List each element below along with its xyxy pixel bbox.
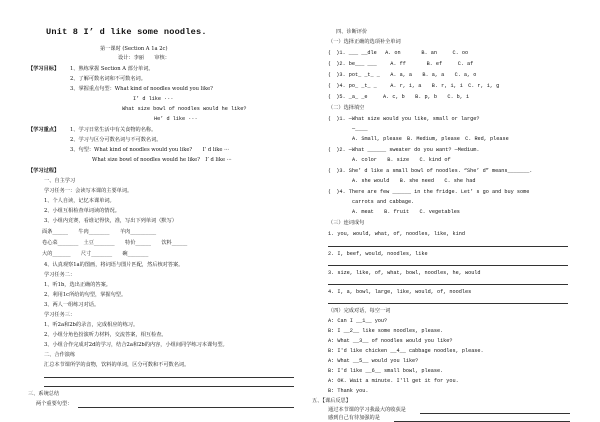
section-heading: 三、系统总结 bbox=[28, 391, 60, 397]
goal-item: I’ d like ··· bbox=[133, 96, 174, 102]
section-heading: 四、诊断评价 bbox=[336, 29, 368, 35]
choice-item: ( )3. She’ d like a small bowl of noodles. “She’ d” means_______. bbox=[328, 168, 533, 174]
task-heading: 学习任务一：会读写本课的主要单词。 bbox=[44, 188, 133, 194]
answer-line bbox=[328, 246, 568, 247]
section-heading: 一、自主学习 bbox=[44, 178, 76, 184]
unit-title: Unit 8 I’ d like some noodles. bbox=[46, 27, 207, 37]
answer-line bbox=[328, 265, 568, 266]
choice-item: carrots and cabbage. bbox=[352, 199, 415, 205]
answer-line bbox=[328, 284, 568, 285]
answer-line bbox=[78, 407, 294, 408]
key-item: 1、学习日常生活中有关食物的名称。 bbox=[70, 127, 157, 133]
vocab-row: 卷心菜________ 土豆________ 特价______ 饮料______ bbox=[42, 240, 188, 246]
subsection-heading: （二）选择填空 bbox=[328, 105, 365, 111]
dialogue-line: A: Can I __1__ you? bbox=[328, 318, 388, 324]
choice-item: A. she would B. she need C. she had bbox=[352, 178, 476, 184]
task-item: 2、利用1c所给的句型，掌握句型。 bbox=[44, 292, 127, 298]
subsection-heading: （一）选择正确的选项补全单词 bbox=[328, 39, 401, 45]
reflection-line: 感到自己有待加强的是 bbox=[328, 415, 380, 421]
sentence-item: 4. I, a, bowl, large, like, would, of, noodles bbox=[328, 289, 472, 295]
key-item: 2、学习与区分可数名词与不可数名词。 bbox=[70, 137, 162, 143]
task-item: 1、听1b，选出正确的答案。 bbox=[44, 282, 111, 288]
choice-item: —____ bbox=[352, 126, 368, 132]
subsection-heading: （四）完成对话，每空一词 bbox=[328, 308, 391, 314]
choice-item: ( )2. be___ ___ A. ff B. ef C. af bbox=[328, 61, 474, 67]
task-heading: 学习任务二： bbox=[44, 272, 76, 278]
task-item: 2、小组分角色扮演听力材料，交流答案，相互检查。 bbox=[44, 332, 167, 338]
sentence-item: 2. I, beef, would, noodles, like bbox=[328, 251, 428, 257]
goal-item: 3、掌握重点句型：What kind of noodles would you like? bbox=[70, 86, 213, 92]
dialogue-line: A: What __3__ of noodles would you like? bbox=[328, 338, 453, 344]
process-tag: 【学习过程】 bbox=[28, 168, 60, 174]
dialogue-line: B: I __2__ like some noodles, please. bbox=[328, 328, 444, 334]
key-item: What size bowl of noodles would he like? I’ d like ··· bbox=[92, 157, 232, 163]
goal-item: He’ d like ··· bbox=[154, 116, 198, 122]
section-heading: 二、合作演练 bbox=[44, 352, 76, 358]
dialogue-line: B: Thank you. bbox=[328, 388, 369, 394]
summary-label: 两个重要句型： bbox=[36, 401, 73, 407]
task-item: 3、两人一组练习对话。 bbox=[44, 302, 100, 308]
sentence-item: 3. size, like, of, what, bowl, noodles, he, would bbox=[328, 270, 481, 276]
dialogue-line: A: OK. Wait a minute. I'll get it for you. bbox=[328, 378, 459, 384]
subsection-heading: （三）连词成句 bbox=[328, 220, 365, 226]
vocab-row: 大的_______ 尺寸________ 碗________ bbox=[42, 251, 149, 257]
key-item: 3、句型：What kind of noodles would you like? I’ d like ··· bbox=[70, 147, 230, 153]
dialogue-line: A: What __5__ would you like? bbox=[328, 358, 419, 364]
choice-item: ( )5. _a_ _e A. c, b B. p, b C. b, i bbox=[328, 94, 470, 100]
answer-line bbox=[44, 386, 294, 387]
answer-line bbox=[328, 303, 568, 304]
task-item: 3、小组内竞赛，看谁记得快，准，写出下列单词（默写） bbox=[44, 218, 177, 224]
task-item: 1、听2a和2b的录音，完成相应的练习。 bbox=[44, 322, 139, 328]
vocab-row: 面条______ 牛肉________ 羊肉__________ bbox=[42, 229, 157, 235]
section-heading: 五、【课后反思】 bbox=[312, 398, 351, 404]
designer-line: 设计：李丽 审核： bbox=[118, 55, 170, 61]
choice-item: A. color B. size C. kind of bbox=[352, 157, 451, 163]
choice-item: ( )4. po_ _t_ _ A. r, i, a B. r, i, i C. r, i, g bbox=[328, 83, 500, 89]
choice-item: ( )3. pot_ _t_ _ A. a, a B. a, a C. a, o bbox=[328, 72, 477, 78]
goal-item: What size bowl of noodles would he like? bbox=[122, 106, 247, 112]
choice-item: ( )2. —What ______ sweater do you want? —Medium. bbox=[328, 147, 480, 153]
dialogue-line: B: I'd like chicken __4__ cabbage noodles, please. bbox=[328, 348, 484, 354]
task-heading: 学习任务三： bbox=[44, 312, 76, 318]
task-item: 2、小组互相检查单词读的情况。 bbox=[44, 208, 120, 214]
choice-item: ( )1. —What size would you like, small or large? bbox=[328, 116, 480, 122]
goals-tag: 【学习目标】 bbox=[28, 66, 60, 72]
reflection-line: 通过本节课的学习我最大的收获是 bbox=[328, 407, 406, 413]
answer-line bbox=[420, 413, 570, 414]
choice-item: ( )1. ___ __dle A. on B. an C. oo bbox=[328, 50, 469, 56]
goal-item: 2、了解可数名词和不可数名词。 bbox=[70, 76, 146, 82]
answer-line bbox=[44, 377, 294, 378]
task-item: 4、认真观察1a的图画，将词语与图片匹配，然后核对答案。 bbox=[44, 262, 184, 268]
choice-item: A. meat B. fruit C. vegetables bbox=[352, 209, 460, 215]
goal-item: 1、熟练掌握 Section A 部分单词。 bbox=[70, 66, 154, 72]
coop-text: 汇总本节课所学的食物，饮料的单词，区分可数和不可数名词。 bbox=[44, 362, 190, 368]
sentence-item: 1. you, would, what, of, noodles, like, kind bbox=[328, 231, 465, 237]
choice-item: A. Small, please B. Medium, please C. Red, please bbox=[352, 136, 509, 142]
key-tag: 【学习重点】 bbox=[28, 127, 60, 133]
dialogue-line: B: I'd like __6__ small bowl, please. bbox=[328, 368, 444, 374]
lesson-line: 第一课时 (Section A 1a 2c) bbox=[100, 46, 168, 52]
choice-item: ( )4. There are few ______ in the fridge. Let’ s go and buy some bbox=[328, 189, 530, 195]
task-item: 3、小组合作完成对2d的学习，结合2a和2b的内容，小组间同学练习本课句型。 bbox=[44, 342, 228, 348]
task-item: 1、个人自读，记忆本课单词。 bbox=[44, 198, 115, 204]
